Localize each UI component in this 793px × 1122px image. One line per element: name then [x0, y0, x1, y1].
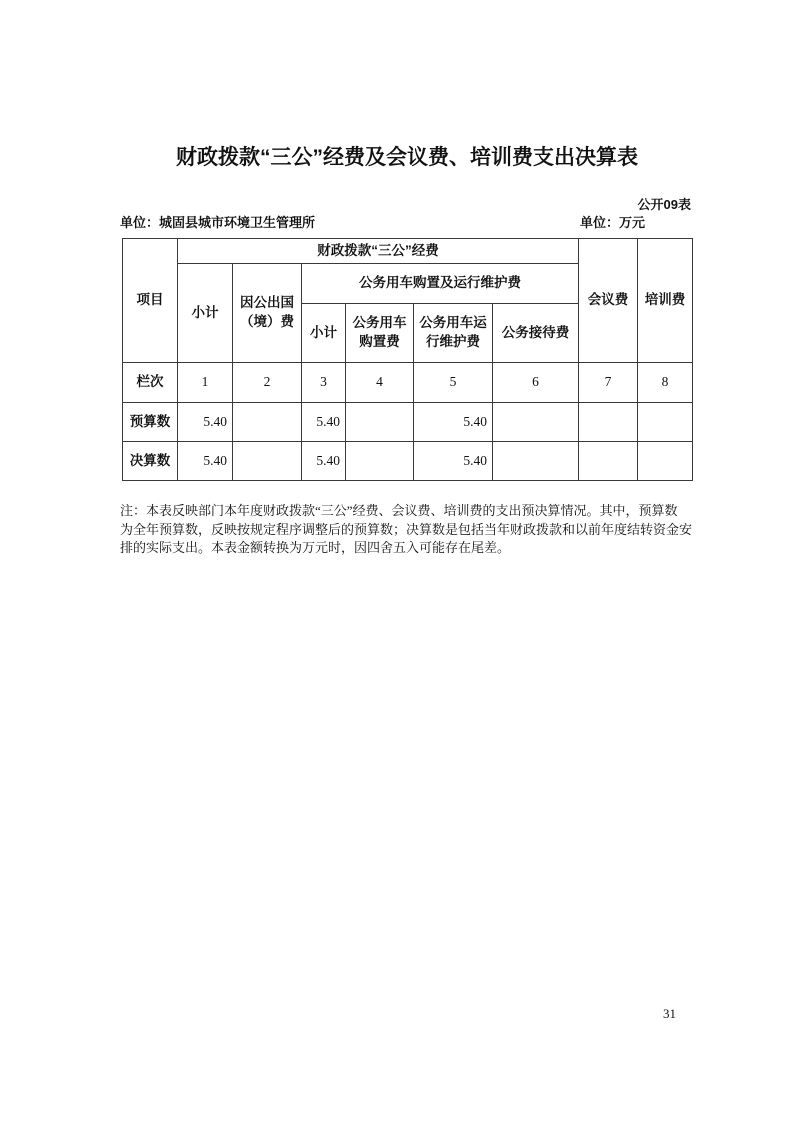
value-cell: 5.40	[414, 442, 493, 481]
header-vehicle-subtotal: 小计	[302, 304, 346, 363]
footnote-line: 为全年预算数，反映按规定程序调整后的预算数；决算数是包括当年财政拨款和以前年度结转资金安	[120, 521, 693, 537]
column-index-cell: 8	[638, 363, 693, 403]
header-vehicle-purchase: 公务用车购置费	[346, 304, 414, 363]
value-cell	[579, 403, 638, 442]
value-cell	[233, 403, 302, 442]
header-vehicle-maintenance: 公务用车运行维护费	[414, 304, 493, 363]
row-label: 决算数	[123, 442, 178, 481]
column-index-row	[123, 363, 693, 403]
currency-unit-label: 单位：万元	[580, 215, 646, 230]
header-item: 项目	[123, 239, 178, 363]
column-index-cell: 4	[346, 363, 414, 403]
header-training-fee: 培训费	[638, 239, 693, 363]
page-number: 31	[663, 1006, 676, 1021]
header-reception-fee: 公务接待费	[493, 304, 579, 363]
value-cell: 5.40	[178, 442, 233, 481]
header-sangong-group: 财政拨款“三公”经费	[178, 239, 579, 264]
column-index-cell: 7	[579, 363, 638, 403]
header-row-1	[123, 239, 693, 264]
value-cell	[346, 442, 414, 481]
row-label: 预算数	[123, 403, 178, 442]
column-index-cell: 6	[493, 363, 579, 403]
column-index-cell: 1	[178, 363, 233, 403]
value-cell	[346, 403, 414, 442]
header-subtotal: 小计	[178, 264, 233, 363]
column-index-cell: 2	[233, 363, 302, 403]
table-code-label: 公开09表	[637, 197, 691, 212]
budget-row	[123, 403, 693, 442]
footnote	[120, 502, 695, 558]
expenditure-table	[122, 238, 693, 481]
header-abroad-fee: 因公出国（境）费	[233, 264, 302, 363]
footnote-line: 排的实际支出。本表金额转换为万元时，因四舍五入可能存在尾差。	[120, 540, 511, 556]
footnote-line: 注：本表反映部门本年度财政拨款“三公”经费、会议费、培训费的支出预决算情况。其中，预算数	[120, 503, 678, 518]
column-index-cell: 5	[414, 363, 493, 403]
column-index-cell: 3	[302, 363, 346, 403]
value-cell: 5.40	[178, 403, 233, 442]
header-meeting-fee: 会议费	[579, 239, 638, 363]
row-label: 栏次	[123, 363, 178, 403]
value-cell	[233, 442, 302, 481]
value-cell: 5.40	[414, 403, 493, 442]
value-cell	[638, 403, 693, 442]
value-cell: 5.40	[302, 403, 346, 442]
value-cell	[493, 442, 579, 481]
final-account-row	[123, 442, 693, 481]
value-cell: 5.40	[302, 442, 346, 481]
value-cell	[638, 442, 693, 481]
reporting-unit-label: 单位：城固县城市环境卫生管理所	[120, 215, 316, 230]
header-vehicle-group: 公务用车购置及运行维护费	[302, 264, 579, 304]
value-cell	[493, 403, 579, 442]
value-cell	[579, 442, 638, 481]
page-title: 财政拨款“三公”经费及会议费、培训费支出决算表	[176, 146, 638, 169]
